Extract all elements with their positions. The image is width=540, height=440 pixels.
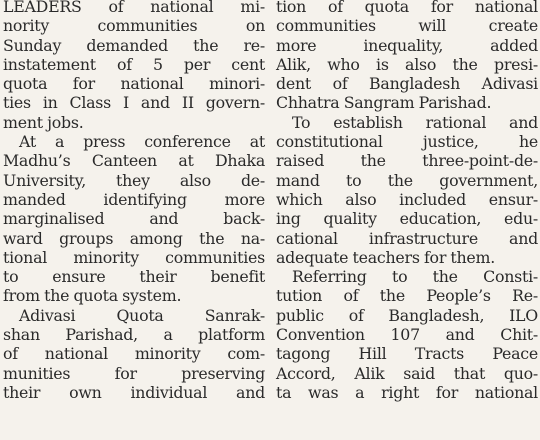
article-line: more inequality, added bbox=[276, 35, 538, 55]
article-line: ta was a right for national bbox=[276, 382, 538, 402]
article-line: University, they also de- bbox=[3, 170, 265, 190]
article-line: tion of quota for national bbox=[276, 0, 538, 16]
article-line: communities will create bbox=[276, 16, 538, 36]
article-line: At a press conference at bbox=[19, 132, 265, 152]
article-line: instatement of 5 per cent bbox=[3, 54, 265, 74]
article-line: munities for preserving bbox=[3, 363, 265, 383]
article-line: Adivasi Quota Sanrak- bbox=[19, 305, 265, 325]
article-column-right bbox=[276, 0, 538, 402]
article-line: Chhatra Sangram Parishad. bbox=[276, 93, 492, 113]
article-line: Alik, who is also the presi- bbox=[276, 54, 538, 74]
article-line: which also included ensur- bbox=[276, 189, 538, 209]
article-line: raised the three-point-de- bbox=[276, 151, 538, 171]
article-line: Referring to the Consti- bbox=[292, 267, 538, 287]
article-line: shan Parishad, a platform bbox=[3, 325, 265, 345]
article-line: mand to the government, bbox=[276, 170, 538, 190]
article-line: ment jobs. bbox=[3, 112, 84, 132]
article-line: cational infrastructure and bbox=[276, 228, 538, 248]
article-line: ward groups among the na- bbox=[3, 228, 265, 248]
article-line: constitutional justice, he bbox=[276, 132, 538, 152]
article-column-left bbox=[3, 0, 265, 402]
article-line: quota for national minori- bbox=[3, 74, 265, 94]
article-line: Madhu’s Canteen at Dhaka bbox=[3, 151, 265, 171]
article-line: LEADERS of national mi- bbox=[3, 0, 265, 16]
article-line: Convention 107 and Chit- bbox=[276, 325, 538, 345]
article-line: their own individual and bbox=[3, 382, 265, 402]
article-line: from the quota system. bbox=[3, 286, 182, 306]
article-line: ing quality education, edu- bbox=[276, 209, 538, 229]
article-line: marginalised and back- bbox=[3, 209, 265, 229]
article-line: public of Bangladesh, ILO bbox=[276, 305, 538, 325]
article-line: ties in Class I and II govern- bbox=[3, 93, 265, 113]
article-line: tagong Hill Tracts Peace bbox=[276, 344, 538, 364]
article-line: to ensure their benefit bbox=[3, 267, 265, 287]
article-line: of national minority com- bbox=[3, 344, 265, 364]
article-line: To establish rational and bbox=[292, 112, 538, 132]
article-line: tional minority communities bbox=[3, 247, 265, 267]
article-line: dent of Bangladesh Adivasi bbox=[276, 74, 538, 94]
article-line: adequate teachers for them. bbox=[276, 247, 496, 267]
article-line: Sunday demanded the re- bbox=[3, 35, 265, 55]
article-line: nority communities on bbox=[3, 16, 265, 36]
article-line: tution of the People’s Re- bbox=[276, 286, 538, 306]
article-line: manded identifying more bbox=[3, 189, 265, 209]
article-line: Accord, Alik said that quo- bbox=[276, 363, 538, 383]
